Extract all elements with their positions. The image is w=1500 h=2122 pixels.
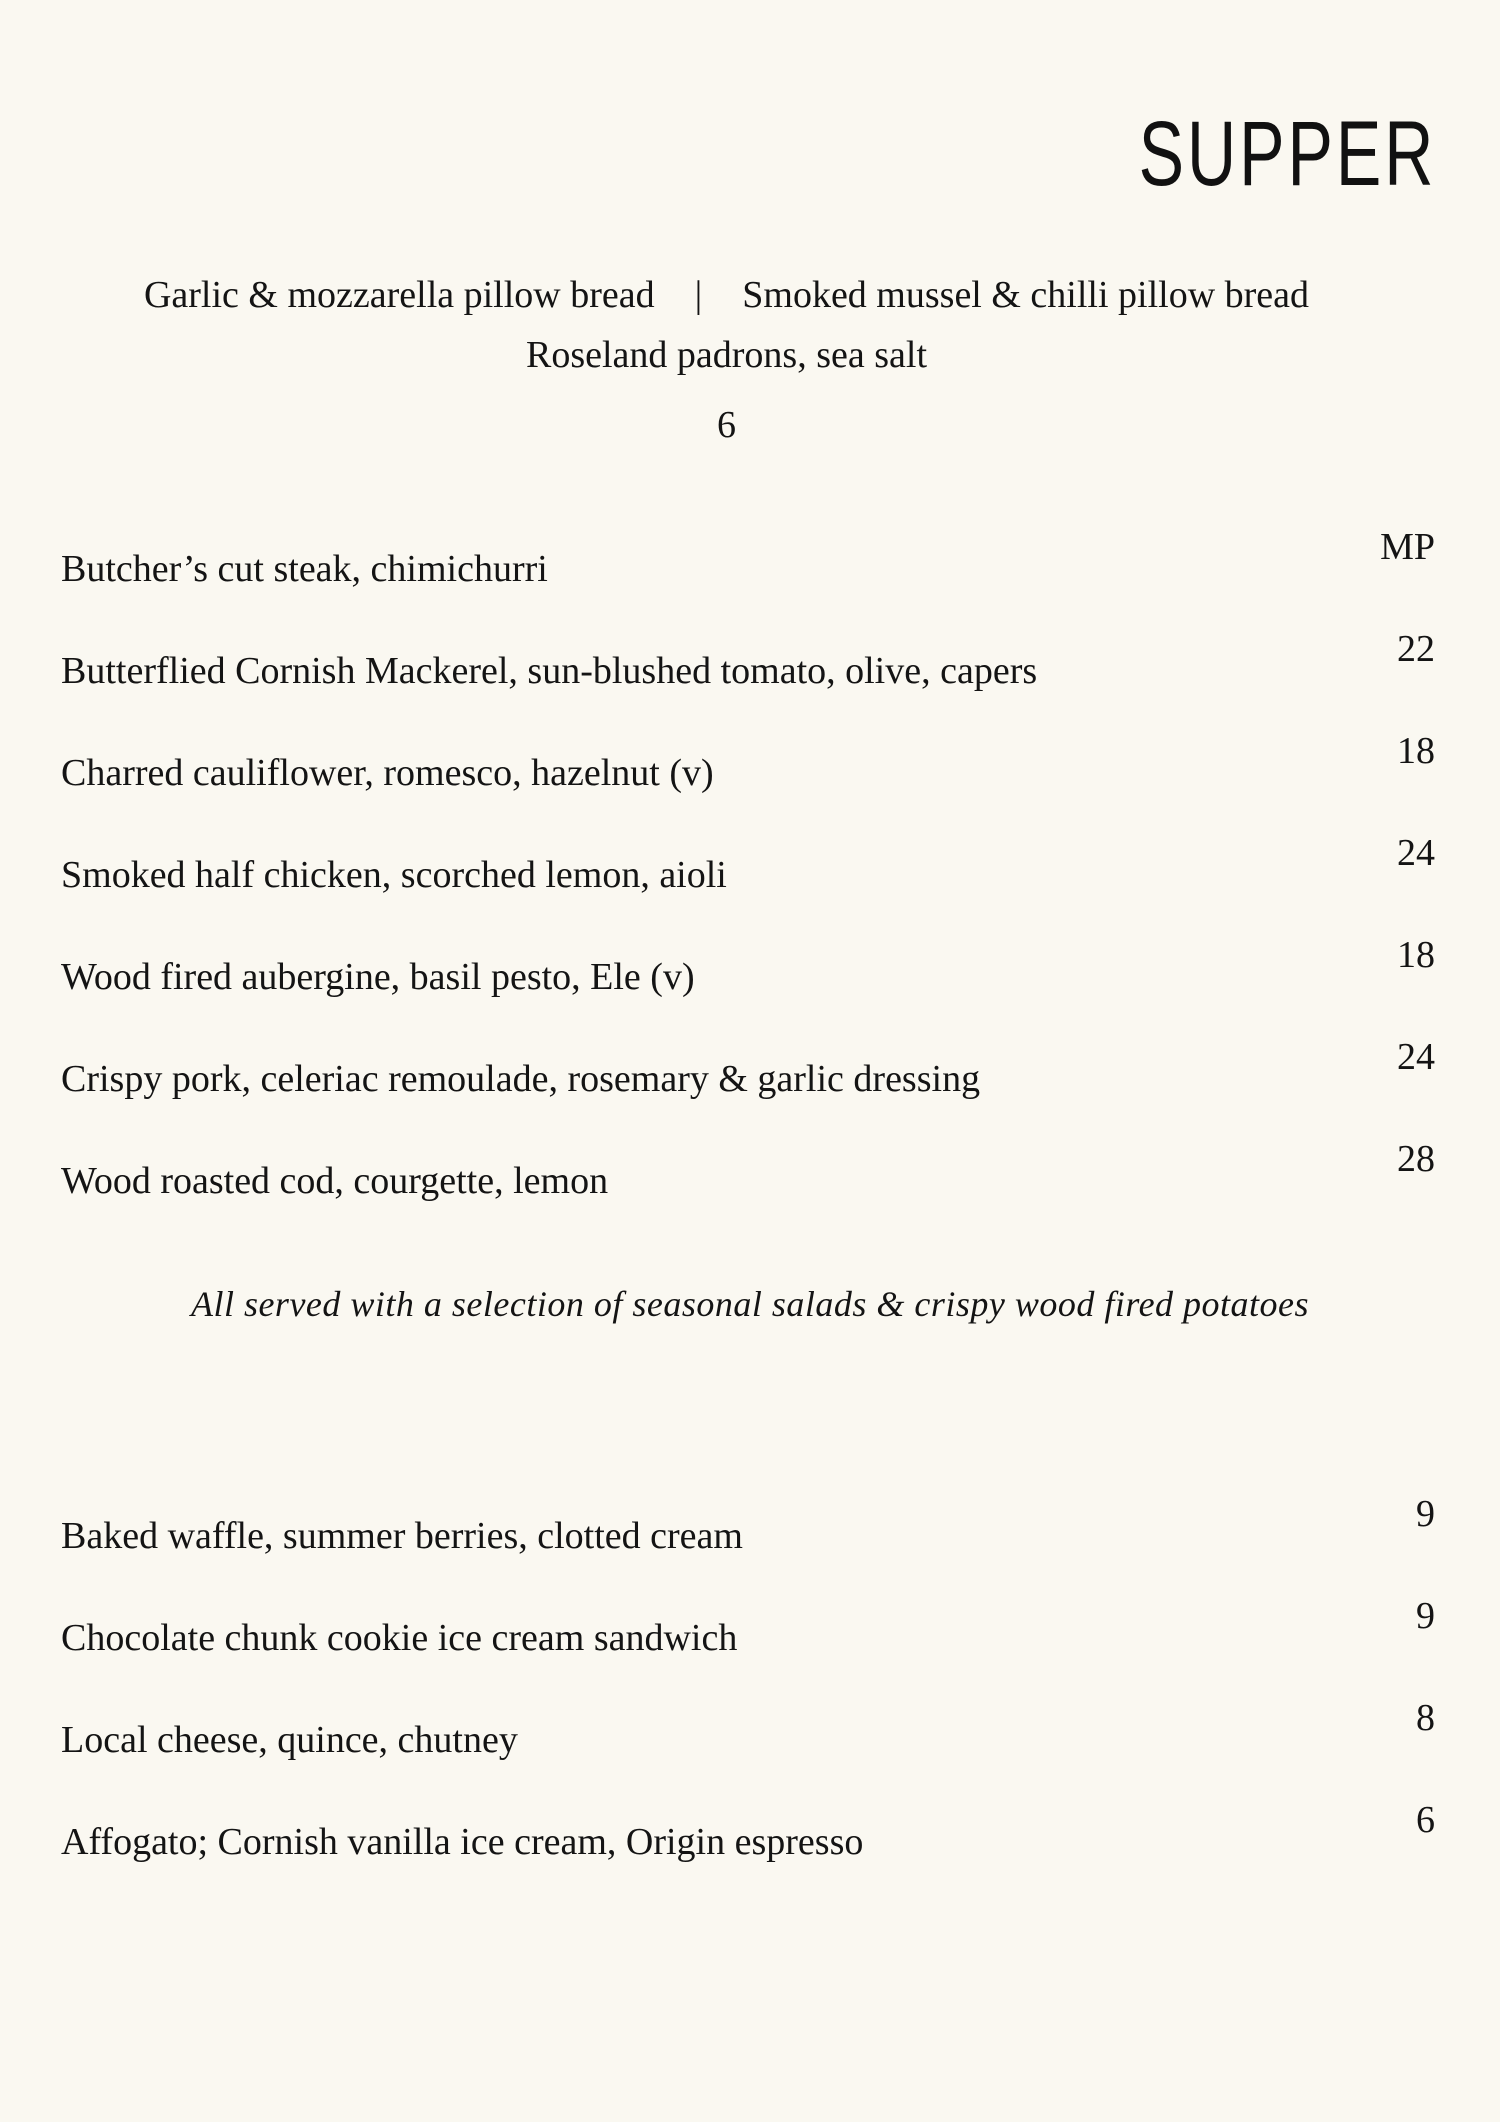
main-item xyxy=(61,1140,1435,1200)
starter-item: Garlic & mozzarella pillow bread xyxy=(143,274,655,316)
mains-note: All served with a selection of seasonal salads & crispy wood fired potatoes xyxy=(190,1284,1310,1324)
item-name: Affogato; Cornish vanilla ice cream, Origin espresso xyxy=(61,1821,864,1863)
main-item xyxy=(61,834,1435,894)
main-item xyxy=(61,630,1435,690)
dessert-item xyxy=(61,1699,1435,1759)
dessert-item xyxy=(61,1801,1435,1861)
item-name: Baked waffle, summer berries, clotted cream xyxy=(61,1515,743,1557)
item-price: 8 xyxy=(1416,1697,1435,1739)
starter-item: Roseland padrons, sea salt xyxy=(525,334,928,376)
main-item xyxy=(61,1038,1435,1098)
item-name: Butcher’s cut steak, chimichurri xyxy=(61,548,548,590)
dessert-item xyxy=(61,1495,1435,1555)
item-name: Wood fired aubergine, basil pesto, Ele (v) xyxy=(61,956,695,998)
item-name: Wood roasted cod, courgette, lemon xyxy=(61,1160,609,1202)
item-price: MP xyxy=(1380,526,1435,568)
starters-row xyxy=(0,276,1453,314)
item-price: 18 xyxy=(1397,730,1435,772)
dessert-item xyxy=(61,1597,1435,1657)
main-item xyxy=(61,732,1435,792)
starters-price: 6 xyxy=(717,404,736,446)
item-name: Local cheese, quince, chutney xyxy=(61,1719,518,1761)
item-price: 6 xyxy=(1416,1799,1435,1841)
main-item xyxy=(61,936,1435,996)
item-price: 28 xyxy=(1397,1138,1435,1180)
item-price: 18 xyxy=(1397,934,1435,976)
item-price: 24 xyxy=(1397,1036,1435,1078)
item-name: Charred cauliflower, romesco, hazelnut (v) xyxy=(61,752,714,794)
item-name: Smoked half chicken, scorched lemon, aioli xyxy=(61,854,727,896)
starter-item: Smoked mussel & chilli pillow bread xyxy=(742,274,1310,316)
menu-title: SUPPER xyxy=(1138,103,1436,205)
item-price: 9 xyxy=(1416,1595,1435,1637)
main-item xyxy=(61,528,1435,588)
item-name: Butterflied Cornish Mackerel, sun-blushed tomato, olive, capers xyxy=(61,650,1038,692)
item-price: 9 xyxy=(1416,1493,1435,1535)
starter-separator: | xyxy=(694,274,703,316)
item-price: 24 xyxy=(1397,832,1435,874)
item-price: 22 xyxy=(1397,628,1435,670)
item-name: Chocolate chunk cookie ice cream sandwich xyxy=(61,1617,738,1659)
item-name: Crispy pork, celeriac remoulade, rosemary & garlic dressing xyxy=(61,1058,981,1100)
